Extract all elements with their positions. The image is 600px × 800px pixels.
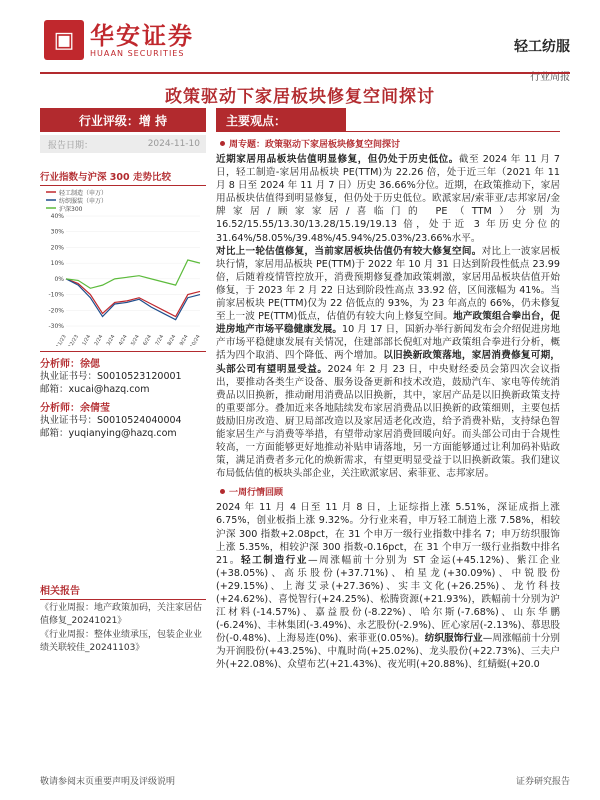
analyst-email[interactable]: 邮箱：yuqianying@hazq.com xyxy=(40,428,177,439)
report-date-row xyxy=(40,135,206,153)
x-tick-label: 6/24 xyxy=(142,334,154,346)
report-date: 2024-11-10 xyxy=(147,139,200,149)
p5-body: 2024 年 11 月 4 日至 11 月 8 日，上证综指上涨 5.51%，深证成指上涨 6.75%，创业板指上涨 9.32%。分行业来看，申万轻工制造上涨 7.58%，相较沪深 300 指数+2.08pct，在 31 个申万一级行业指数中排名 7；申万纺织服饰上涨 5.35%，相较沪深 300 指数-0.16pct，在 31 个申万一级行业指数中排名 21。 xyxy=(216,502,560,566)
y-tick-label: -20% xyxy=(48,307,64,315)
market-review-text: 一周行情回顾 xyxy=(229,488,284,499)
rating-badge: 行业评级：增 持 xyxy=(40,108,206,132)
weekly-topic-heading xyxy=(220,137,560,150)
chart-container xyxy=(40,185,206,347)
p3-lead: 地产政策组合拳出台，促进房地产市场平稳健康发展。 xyxy=(216,311,560,336)
p5-lead: 轻工制造行业 xyxy=(240,554,308,566)
paragraph-5 xyxy=(216,501,560,671)
x-tick-label: 5/24 xyxy=(130,334,141,346)
logo-en: HUAAN SECURITIES xyxy=(90,48,185,58)
market-review-heading xyxy=(220,485,560,498)
analyst-cert: 执业证书号：S0010524040004 xyxy=(40,415,182,426)
analyst-cert: 执业证书号：S0010523120001 xyxy=(40,371,182,382)
x-tick-label: 9/24 xyxy=(178,334,190,346)
p6-lead: 纺织服饰行业 xyxy=(424,633,483,645)
chart-title: 行业指数与沪深 300 走势比较 xyxy=(40,172,171,183)
x-tick-label: 12/23 xyxy=(67,334,80,346)
bullet-icon xyxy=(220,489,225,494)
company-logo xyxy=(44,20,194,60)
legend-label: 轻工制造（申万） xyxy=(59,190,108,197)
p2-body: 对比上一波家居板块行情，家居用品板块 PE(TTM)于 2022 年 10 月 31 日达到阶段性低点 23.99 倍，后随着疫情管控放开，消费预期修复叠加政策刺激，家居用品板块估值开始修复，于 2023 年 2 月 22 日达到阶段性高点 33.92 倍，区间涨幅为 41%。当前家居板块 PE(TTM)仅为 22 倍低点的 93%，为 23 年高点的 66%，仍未修复至上一波 PE(TTM)低点，估值仍有较大向上修复空间。 xyxy=(216,245,561,323)
x-tick-label: 10/24 xyxy=(189,334,202,346)
y-tick-label: 40% xyxy=(50,213,64,220)
y-tick-label: 30% xyxy=(50,228,64,236)
bullet-icon xyxy=(220,141,225,146)
p6-body: —周涨幅前十分别为开润股份(+43.25%)、中胤时尚(+25.02%)、龙头股份(+22.73%)、三夫户外(+22.08%)、众望布艺(+21.43%)、夜光明(+20.88%)、红蜻蜓(+20.0 xyxy=(216,633,561,671)
p3-body: 10 月 17 日，国新办举行新闻发布会介绍促进房地产市场平稳健康发展有关情况，住建部部长倪虹对地产政策组合拳进行分析，概括为四个取消、四个降低、两个增加。 xyxy=(216,324,560,362)
weekly-topic-text: 周专题：政策驱动下家居板块修复空间探讨 xyxy=(229,140,401,150)
legend-label: 沪深300 xyxy=(59,206,83,213)
date-label: 报告日期： xyxy=(48,140,94,151)
p4-body: 2024 年 2 月 23 日，中央财经委员会第四次会议指出，要推动各类生产设备、服务设备更新和技术改造，鼓励汽车、家电等传统消费品以旧换新，推动耐用消费品以旧换新，其中，家居产品是以旧换新政策支持的重要部分。叠加近来各地陆续发布家居消费品以旧换新的政策细则，主要包括鼓励旧房改造、厨卫局部改造以及家居适老化改造，给予消费补贴，支持绿色智能家居生产与消费等举措，有望带动家居消费回暖向好。而头部公司由于合规性较高，一方面能够更好地推动补贴申请落地，另一方面能够通过让利加码补贴政策，满足消费者多元化的焕新需求，有望更明显受益于以旧换新政策。我们建议布局低估值的板块头部企业，关注欧派家居、索菲亚、志邦家居。 xyxy=(216,363,560,480)
p4-lead: 以旧换新政策落地，家居消费修复可期，头部公司有望明显受益。 xyxy=(216,350,560,375)
main-content xyxy=(216,108,560,672)
analyst-name: 分析师：余倩莹 xyxy=(40,403,110,414)
related-report-link[interactable]: 《行业周报：整体业绩承压，包装企业业绩关联较佳_20241103》 xyxy=(40,630,203,653)
x-tick-label: 4/24 xyxy=(117,334,129,346)
industry-label: 轻工纺服 xyxy=(514,39,570,55)
paragraph-1 xyxy=(216,153,560,245)
x-tick-label: 8/24 xyxy=(166,334,178,346)
y-tick-label: 0% xyxy=(54,275,64,283)
p5b-body: —周涨幅前十分别为 ST 金运(+45.12%)、紫江企业(+38.05%)、高乐股份(+37.71%)、柏星龙(+30.09%)、中锐股份(+29.15%)、上海艾录(+27.36%)、实丰文化(+26.25%)、龙竹科技(+24.62%)、喜悦智行(+24.25%)、松腾资源(+21.93%)，跌幅前十分别为沪江材料(-14.57%)、嘉益股份(-8.22%)、哈尔斯(-7.68%)、山东华鹏(-6.24%)、丰林集团(-3.49%)、永艺股份(-2.9%)、匠心家居(-2.13%)、慕思股份(-0.48%)、上海易连(0%)、索菲亚(0.05%)。 xyxy=(216,554,561,645)
page-title: 政策驱动下家居板块修复空间探讨 xyxy=(165,87,435,107)
analyst-name: 分析师：徐偲 xyxy=(40,359,100,370)
section-rule xyxy=(216,131,560,132)
p2-lead: 对比上一轮估值修复，当前家居板块估值仍有较大修复空间。 xyxy=(216,245,482,257)
analyst-email[interactable]: 邮箱：xucai@hazq.com xyxy=(40,384,150,395)
logo-seal-icon: ▣ xyxy=(44,20,84,60)
y-tick-label: -30% xyxy=(48,323,64,330)
logo-cn: 华安证券 xyxy=(90,20,194,50)
header-divider xyxy=(40,72,570,74)
related-title: 相关报告 xyxy=(40,582,206,600)
x-tick-label: 2/24 xyxy=(93,334,105,346)
x-tick-label: 7/24 xyxy=(154,334,166,346)
footer-label: 证券研究报告 xyxy=(515,777,570,787)
y-tick-label: 10% xyxy=(50,260,64,268)
series-line xyxy=(66,260,200,288)
section-heading: 主要观点： xyxy=(216,108,346,132)
legend-label: 纺织服装（申万） xyxy=(59,198,108,205)
x-tick-label: 1/24 xyxy=(81,334,93,346)
index-comparison-chart xyxy=(40,186,206,346)
related-reports xyxy=(40,582,206,654)
analyst-block xyxy=(40,351,206,440)
p1-body: 截至 2024 年 11 月 7 日，轻工制造-家居用品板块 PE(TTM)为 22.26 倍，处于近三年（2021 年 11 月 8 日至 2024 年 11 月 7 日）历史 36.66%分位。近期，在政策推动下，家居用品板块估值得到明显修复，但仍处于历史低位。欧派家居/索菲亚/志邦家居/金牌家居/顾家家居/喜临门的 PE（TTM）分别为 16.52/15.55/13.30/13.28/15.19/19.13 倍，处于近 3 年历史分位的 31.64%/58.05%/39.48%/45.94%/25.03%/23.66%水平。 xyxy=(216,154,560,244)
left-column xyxy=(40,108,206,440)
y-tick-label: 20% xyxy=(50,244,64,252)
related-report-link[interactable]: 《行业周报：地产政策加码，关注家居估值修复_20241021》 xyxy=(40,603,203,626)
p1-lead: 近期家居用品板块估值明显修复，但仍处于历史低位。 xyxy=(216,154,459,165)
report-type: 行业周报 xyxy=(530,72,570,83)
y-tick-label: -10% xyxy=(48,291,64,299)
footer-disclaimer: 敬请参阅末页重要声明及评级说明 xyxy=(40,777,176,787)
paragraph-2 xyxy=(216,245,560,481)
x-tick-label: 11/23 xyxy=(55,334,68,346)
x-tick-label: 3/24 xyxy=(105,334,117,346)
